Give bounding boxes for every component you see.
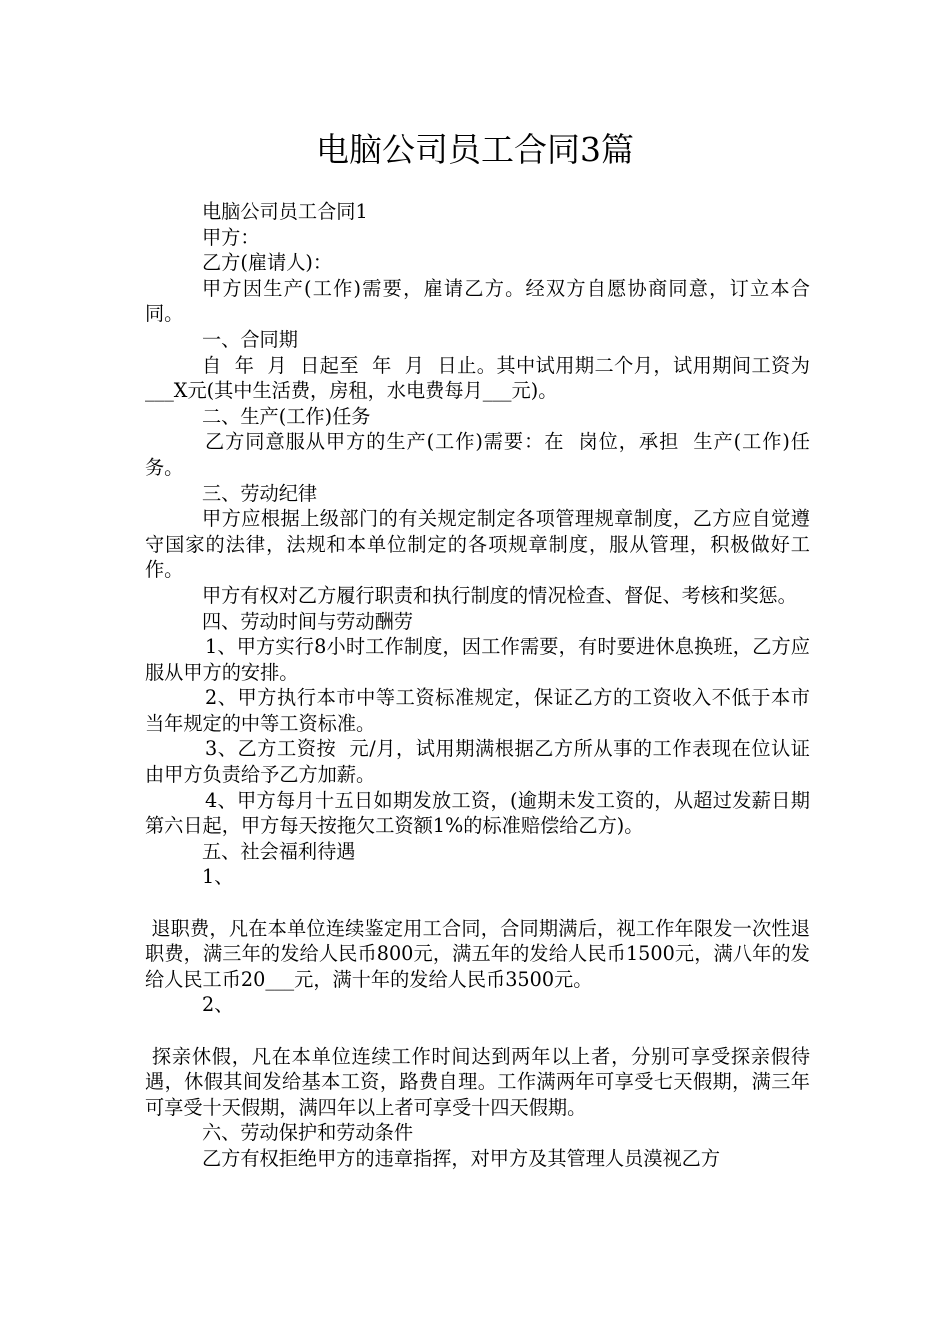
hours-clause-2: 2、甲方执行本市中等工资标准规定，保证乙方的工资收入不低于本市当年规定的中等工资标准。 (145, 686, 810, 735)
hours-clause-3: 3、乙方工资按 元/月，试用期满根据乙方所从事的工作表现在位认证由甲方负责给予乙方加薪。 (145, 737, 810, 787)
welfare-item-text-2: 探亲休假，凡在本单位连续工作时间达到两年以上者，分别可享受探亲假待遇，休假其间发给基本工资，路费自理。工作满两年可享受七天假期，满三年可享受十天假期，满四年以上者可享受十四天假期。 (145, 1044, 811, 1119)
section-heading-3: 三、劳动纪律 (202, 481, 318, 505)
discipline-paragraph-2: 甲方有权对乙方履行职责和执行制度的情况检查、督促、考核和奖惩。 (202, 583, 797, 607)
party-b-line: 乙方(雇请人)： (202, 251, 333, 275)
contract-subtitle: 电脑公司员工合同1 (202, 200, 368, 223)
section-heading-6: 六、劳动保护和劳动条件 (202, 1121, 414, 1145)
spacer (145, 1018, 810, 1044)
section-heading-4: 四、劳动时间与劳动酬劳 (202, 609, 414, 633)
protection-paragraph: 乙方有权拒绝甲方的违章指挥，对甲方及其管理人员漠视乙方 (202, 1146, 721, 1170)
section-heading-1: 一、合同期 (202, 327, 298, 351)
hours-clause-4: 4、甲方每月十五日如期发放工资，(逾期未发工资的，从超过发薪日期第六日起，甲方每天按拖欠工资额1%的标准赔偿给乙方)。 (145, 788, 810, 838)
hours-clause-1: 1、甲方实行8小时工作制度，因工作需要，有时要进休息换班，乙方应服从甲方的安排。 (145, 635, 810, 684)
contract-term-paragraph: 自 年 月 日起至 年 月 日止。其中试用期二个月，试用期间工资为___X元(其中生活费，房租，水电费每月___元)。 (145, 353, 810, 403)
party-a-line: 甲方： (202, 225, 260, 249)
intro-paragraph: 甲方因生产(工作)需要，雇请乙方。经双方自愿协商同意，订立本合同。 (145, 276, 810, 326)
discipline-paragraph-1: 甲方应根据上级部门的有关规定制定各项管理规章制度，乙方应自觉遵守国家的法律，法规和本单位制定的各项规章制度，服从管理，积极做好工作。 (145, 507, 810, 582)
welfare-item-text-1: 退职费，凡在本单位连续鉴定用工合同，合同期满后，视工作年限发一次性退职费，满三年的发给人民币800元，满五年的发给人民币1500元，满八年的发给人民工币20___元，满十年的发给人民币3500元。 (145, 916, 810, 991)
section-heading-2: 二、生产(工作)任务 (202, 404, 371, 428)
spacer (145, 890, 810, 916)
section-heading-5: 五、社会福利待遇 (202, 839, 356, 863)
welfare-item-number-2: 2、 (202, 993, 234, 1017)
welfare-item-number-1: 1、 (202, 865, 234, 889)
document-title: 电脑公司员工合同3篇 (316, 130, 634, 169)
document-body (145, 199, 810, 1172)
work-task-paragraph: 乙方同意服从甲方的生产(工作)需要：在 岗位，承担 生产(工作)任务。 (145, 430, 810, 479)
